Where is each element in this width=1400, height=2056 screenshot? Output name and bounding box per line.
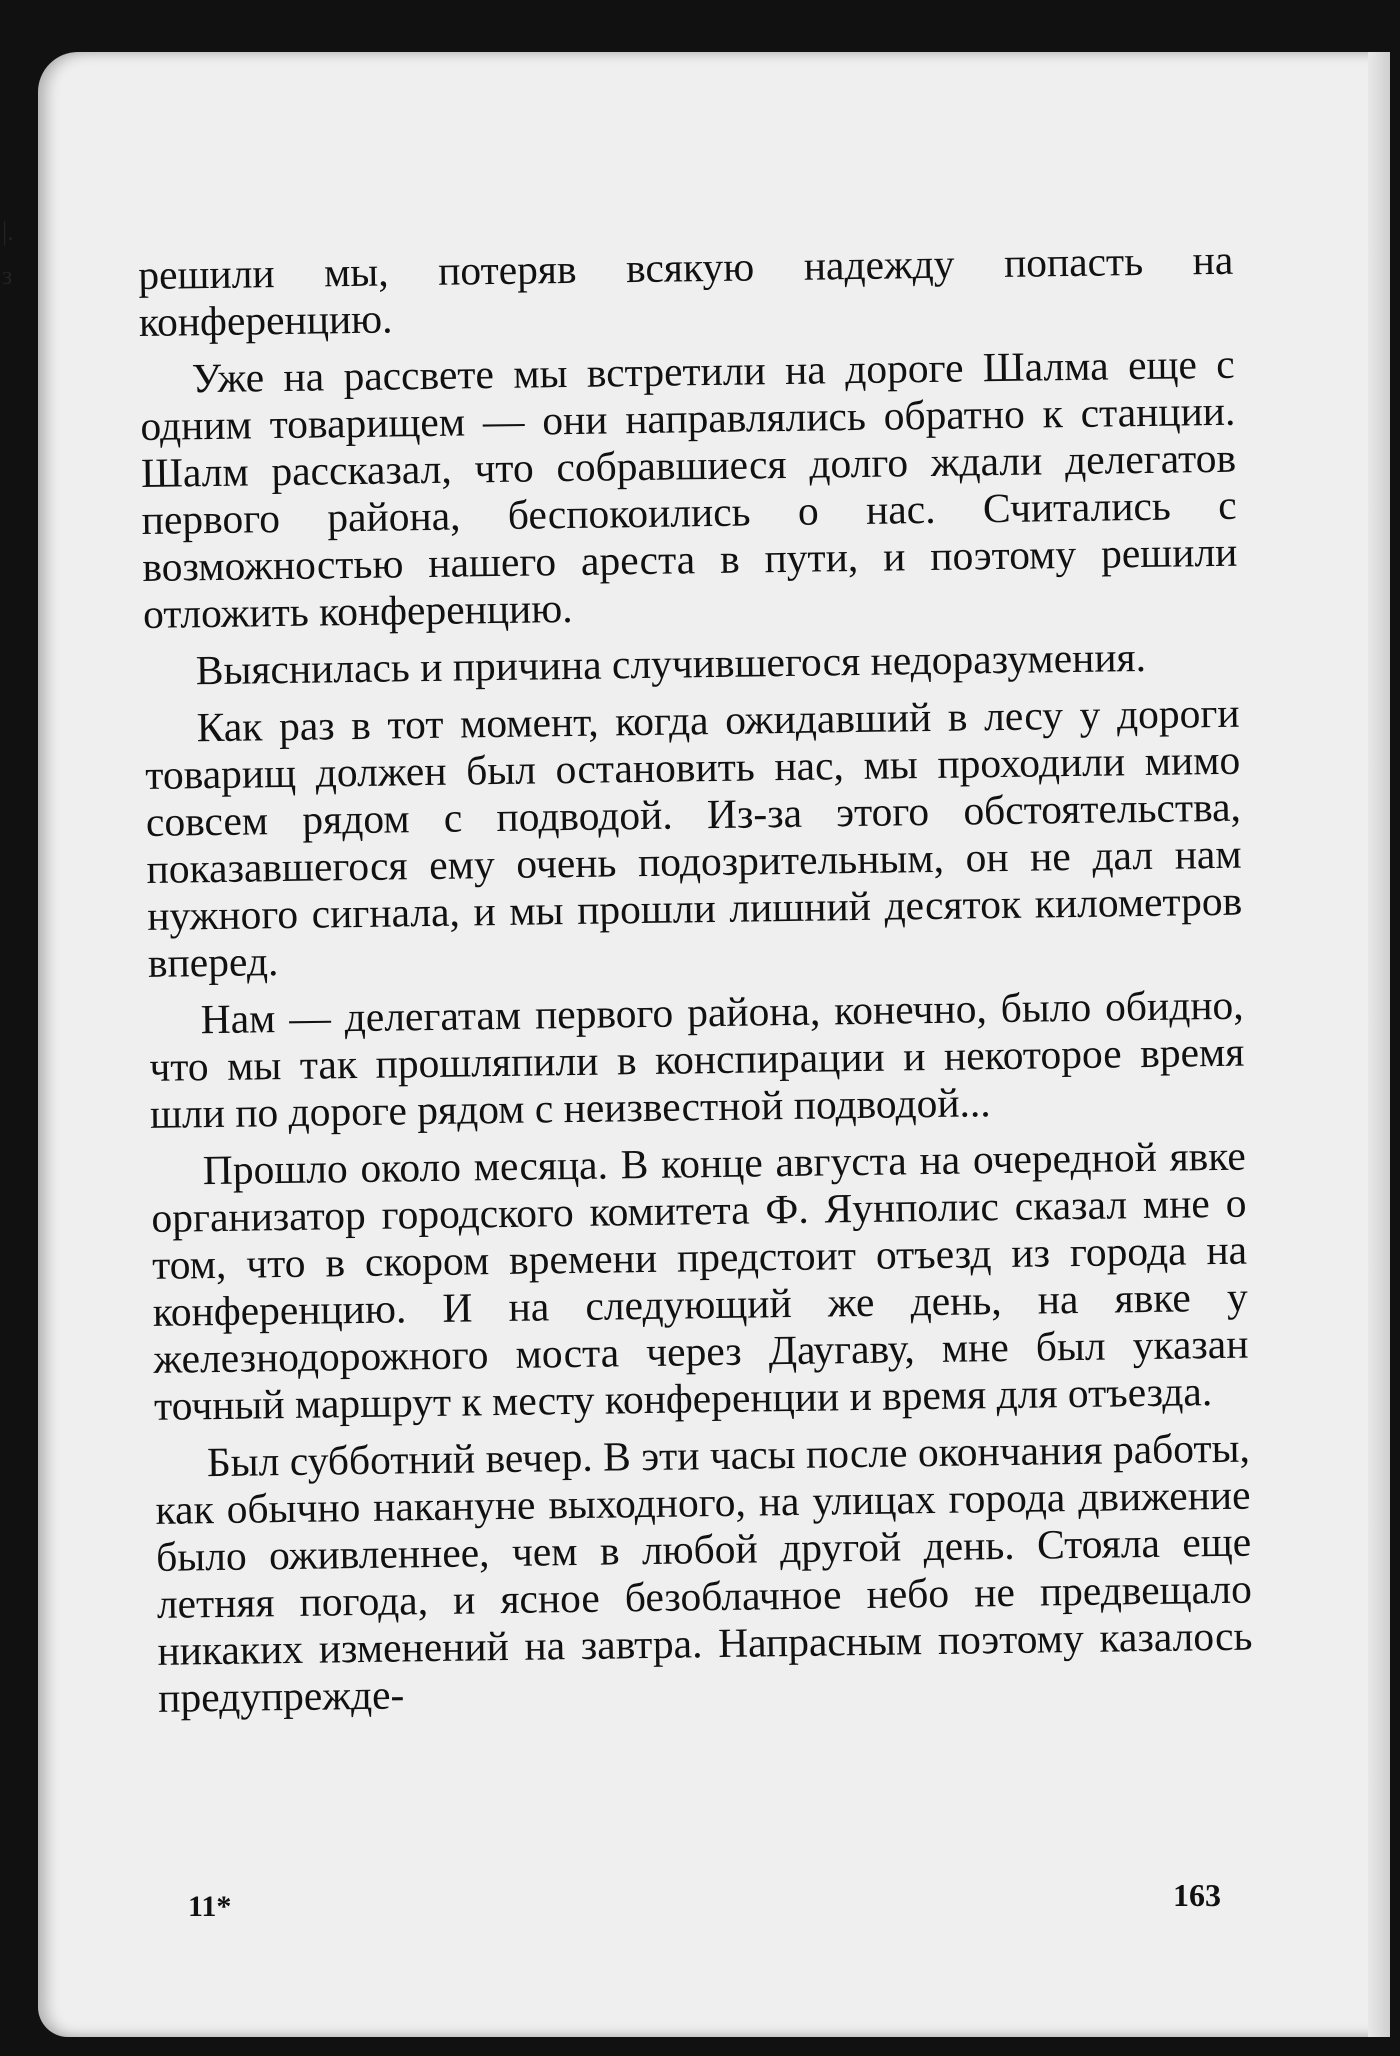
- paragraph: Нам — делегатам первого района, конечно, было обидно, что мы так прошляпили в конспирации и некоторое время шли по дороге рядом с неизвестной подводой...: [149, 981, 1245, 1137]
- body-text: [138, 237, 1254, 1732]
- margin-mark: |.: [2, 217, 14, 246]
- margin-mark: з: [2, 261, 13, 290]
- paragraph: Был субботний вечер. В эти часы после окончания работы, как обычно накануне выходного, на улицах города движение было оживленнее, чем в любой другой день. Стояла еще летняя погода, и ясное безоблачное небо не предвещало никаких изменений на завтра. Напрасным поэтому казалось предупрежде-: [155, 1424, 1253, 1721]
- paragraph: Выяснилась и причина случившегося недоразумения.: [195, 633, 1147, 694]
- paragraph: Уже на рассвете мы встретили на дороге Шалма еще с одним товарищем — они направлялись обратно к станции. Шалм рассказал, что собравшиеся долго ждали делегатов первого района, беспокоились о нас. Считались с возможностью нашего ареста в пути, и поэтому решили отложить конференцию.: [140, 340, 1238, 637]
- book-page: [38, 52, 1390, 2037]
- page-number: 163: [1173, 1877, 1221, 1913]
- printer-signature-mark: 11*: [188, 1890, 232, 1923]
- paragraph: Прошло около месяца. В конце августа на очередной явке организатор городского комитета Ф. Яунполис сказал мне о том, что в скором времени предстоит отъезд из города на конференцию. И на следующий же день, на явке у железнодорожного моста через Даугаву, мне был указан точный маршрут к месту конференции и время для отъезда.: [151, 1132, 1249, 1429]
- paragraph: решили мы, потеряв всякую надежду попасть на конференцию.: [138, 236, 1234, 345]
- paragraph: Как раз в тот момент, когда ожидавший в лесу у дороги товарищ должен был остановить нас, мы проходили мимо совсем рядом с подводой. Из-за этого обстоятельства, показавшегося ему очень подозрительным, он не дал нам нужного сигнала, и мы прошли лишний десяток километров вперед.: [144, 689, 1243, 986]
- adjacent-page-edge: [2, 210, 22, 298]
